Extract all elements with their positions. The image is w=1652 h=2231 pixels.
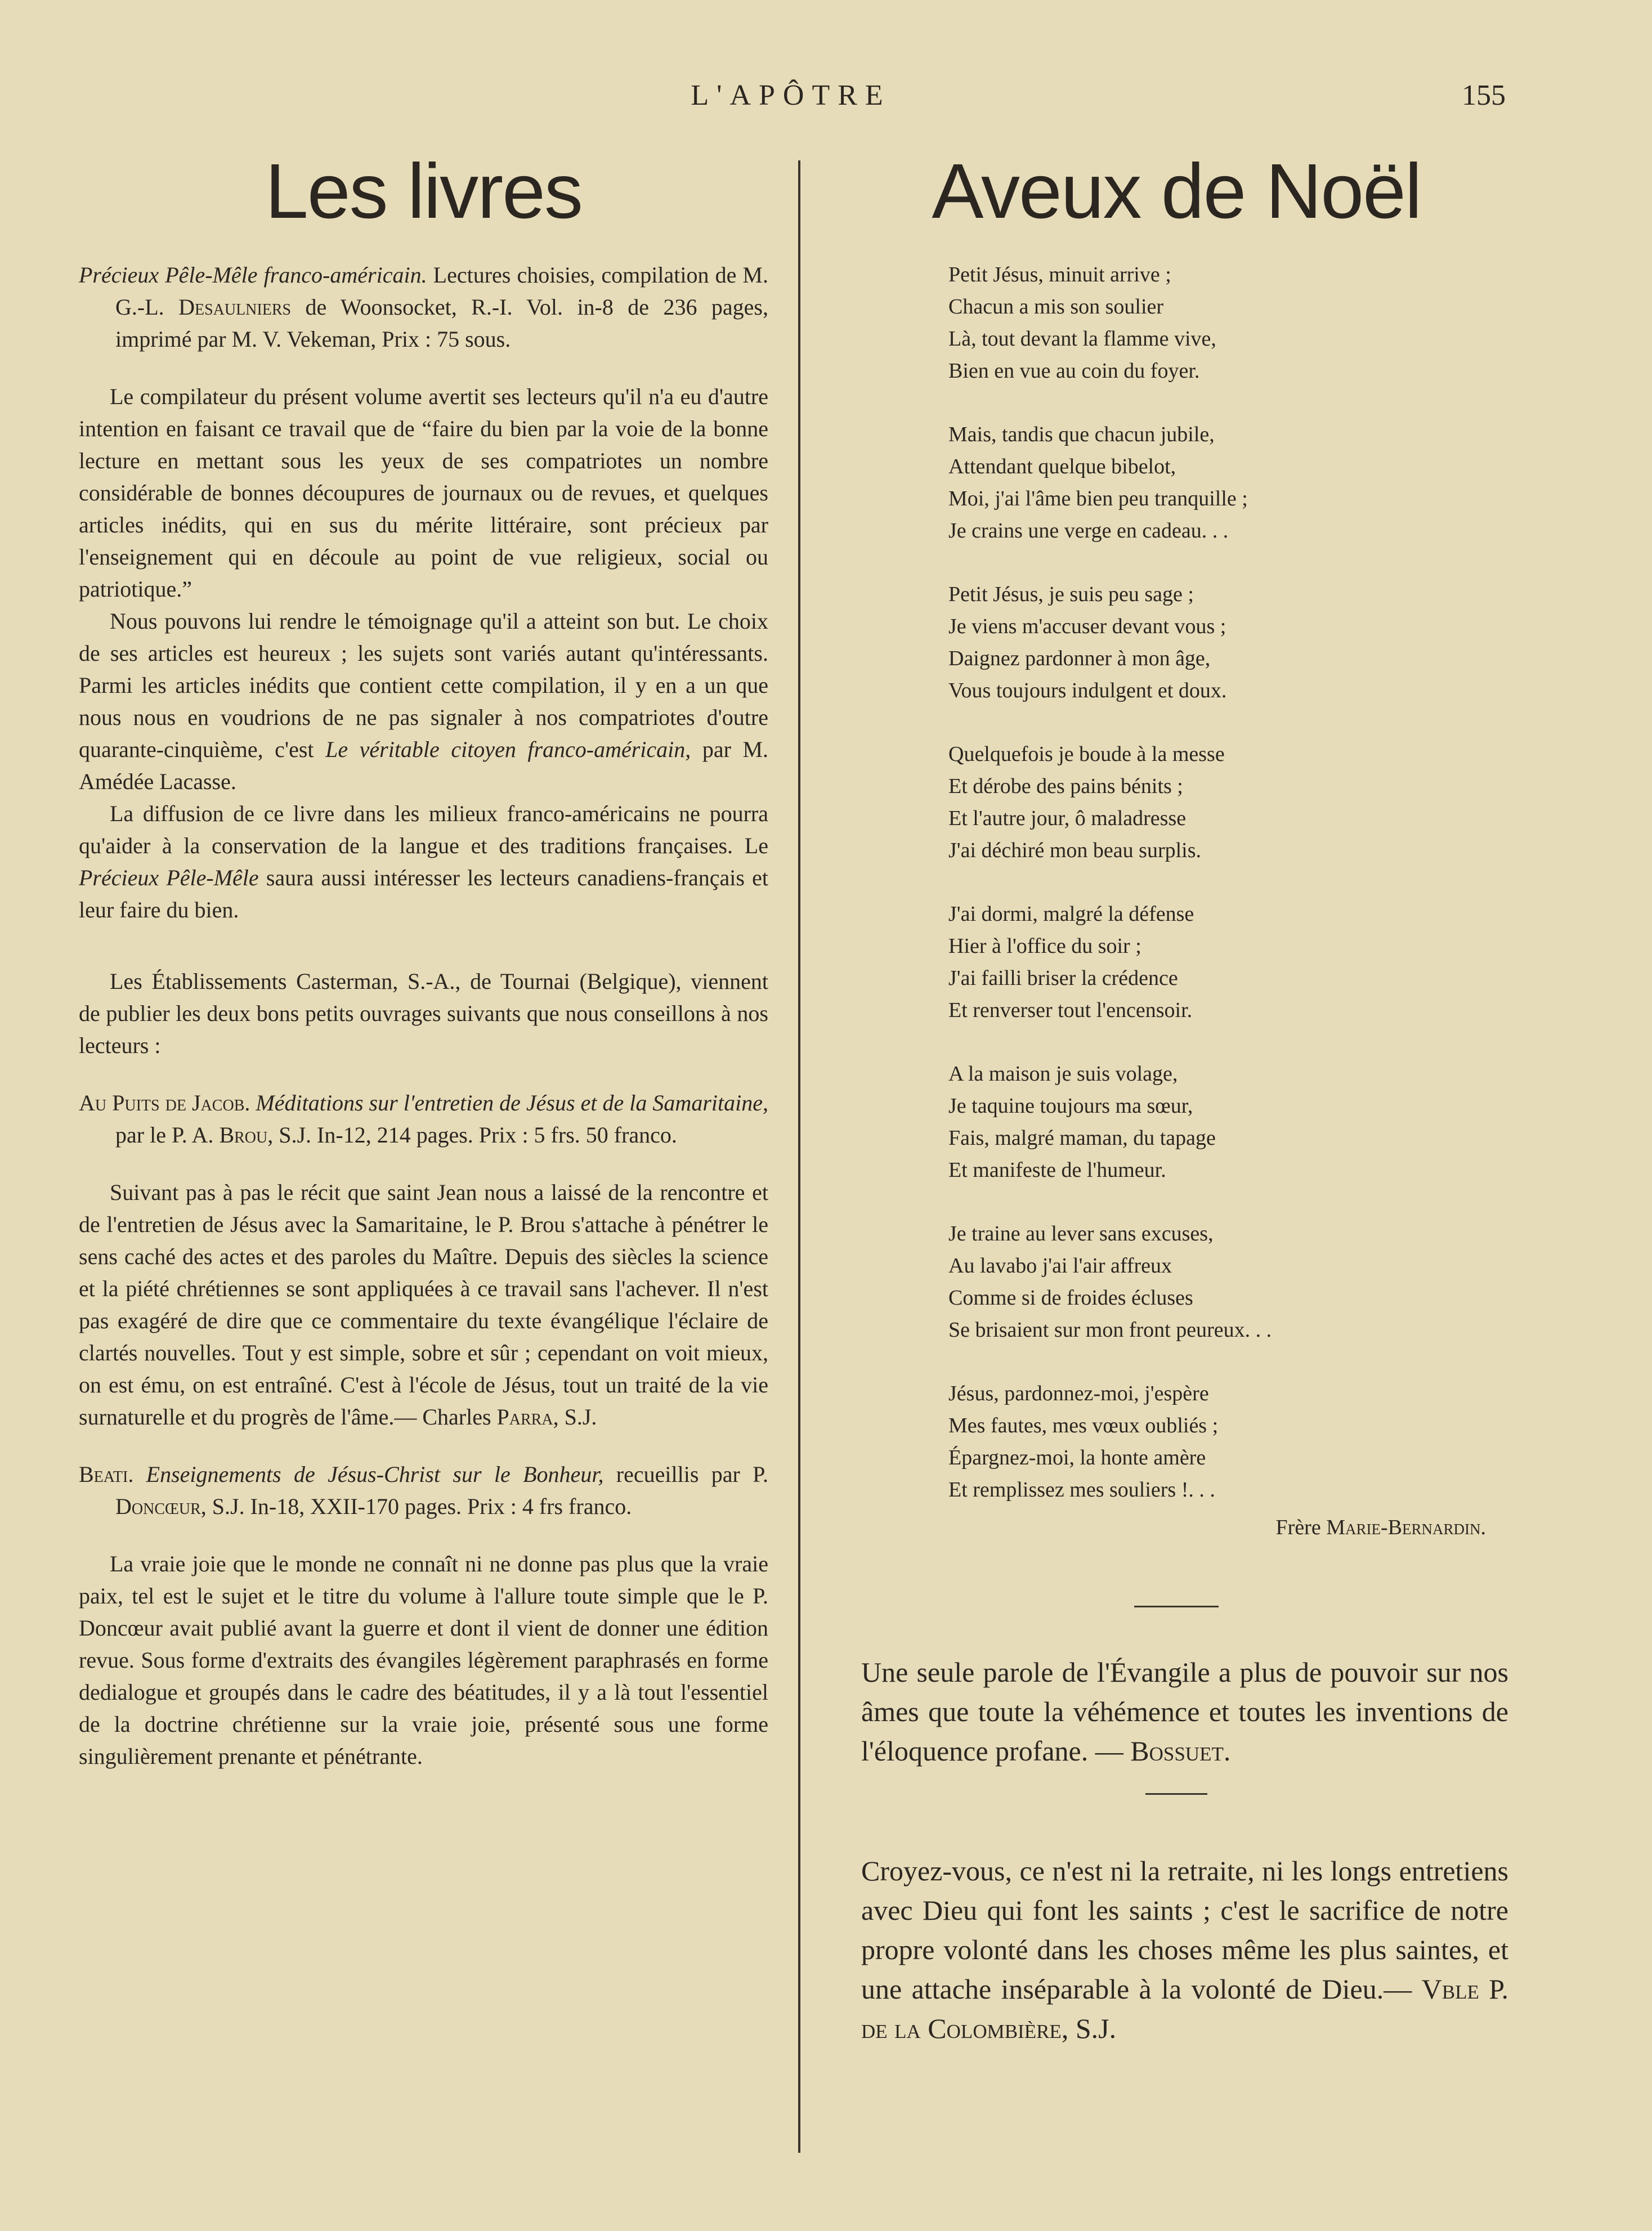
- poem-line: J'ai failli briser la crédence: [948, 966, 1178, 990]
- review-paragraph: La diffusion de ce livre dans les milieux franco-américains ne pourra qu'aider à la conservation de la langue et des traditions françaises. Le Précieux Pêle-Mêle saura aussi intéresser les lecteurs canadiens-français et leur faire du bien.: [79, 801, 768, 922]
- poem-stanza: [948, 259, 1508, 387]
- poem-line: Et manifeste de l'humeur.: [948, 1158, 1166, 1182]
- review-paragraph: Le compilateur du présent volume avertit ses lecteurs qu'il n'a eu d'autre intention en faisant ce travail que de “faire du bien par la voie de la bonne lecture en mettant sous les yeux de ses compatriotes un nombre considérable de bonnes découpures de journaux ou de revues, et quelques articles inédits, qui en sus du mérite littéraire, sont précieux par l'enseignement qui en découle au point de vue religieux, social ou patriotique.”: [79, 384, 768, 602]
- poem-stanza: [948, 738, 1508, 867]
- book-author: Desaulniers: [178, 294, 292, 320]
- poem-line: Je viens m'accuser devant vous ;: [948, 615, 1226, 638]
- book-entry-beati: Beati. Enseignements de Jésus-Christ sur le Bonheur, recueillis par P. Doncœur, S.J. In-18, XXII-170 pages. Prix : 4 frs franco.: [79, 1462, 768, 1519]
- poem-line: Je taquine toujours ma sœur,: [948, 1094, 1193, 1118]
- poem-line: Et remplissez mes souliers !. . .: [948, 1478, 1215, 1502]
- poem-line: Là, tout devant la flamme vive,: [948, 327, 1216, 351]
- poem-title: Aveux de Noël: [932, 148, 1421, 235]
- review-paragraph: Nous pouvons lui rendre le témoignage qu'il a atteint son but. Le choix de ses articles est heureux ; les sujets sont variés autant qu'intéressants. Parmi les articles inédits que contient cette compilation, il y en a un que nous nous en voudrions de ne pas signaler à nos compatriotes d'outre quarante-cinquième, c'est Le véritable citoyen franco-américain, par M. Amédée Lacasse.: [79, 608, 769, 794]
- poem-line: Hier à l'office du soir ;: [948, 934, 1141, 958]
- poem-stanza: [948, 898, 1508, 1027]
- running-title: L'APÔTRE: [691, 79, 891, 111]
- poem-line: J'ai dormi, malgré la défense: [948, 902, 1194, 926]
- quote-bossuet: Une seule parole de l'Évangile a plus de pouvoir sur nos âmes que toute la véhémence et toutes les inventions de l'éloquence profane. — Bossuet.: [861, 1656, 1508, 1767]
- poem-line: Quelquefois je boude à la messe: [948, 742, 1225, 766]
- book-desc: Lectures choisies, compilation de M. G.-L.: [115, 262, 768, 320]
- book-author: Doncœur: [115, 1494, 201, 1519]
- poem-line: Mais, tandis que chacun jubile,: [948, 423, 1215, 446]
- poem-line: Vous toujours indulgent et doux.: [948, 679, 1227, 702]
- poem-line: Mes fautes, mes vœux oubliés ;: [948, 1414, 1219, 1437]
- poem-stanza: [948, 1218, 1508, 1346]
- right-column: [844, 146, 1508, 2048]
- poem-line: Fais, malgré maman, du tapage: [948, 1126, 1216, 1150]
- poem-line: Bien en vue au coin du foyer.: [948, 359, 1200, 383]
- poem-line: Attendant quelque bibelot,: [948, 455, 1176, 478]
- poem-line: Moi, j'ai l'âme bien peu tranquille ;: [948, 487, 1248, 510]
- review-paragraph: Suivant pas à pas le récit que saint Jean nous a laissé de la rencontre et de l'entretien de Jésus avec la Samaritaine, le P. Brou s'attache à pénétrer le sens caché des actes et des paroles du Maître. Depuis des siècles la science et la piété chrétiennes se sont appliquées à ce travail sans l'achever. Il n'est pas exagéré de dire que ce commentaire du texte évangélique l'éclaire de clartés nouvelles. Tout y est simple, sobre et sûr ; cependant on voit mieux, on est ému, on est entraîné. C'est à l'école de Jésus, tout un traité de la vie surnaturelle et du progrès de l'âme.— Charles Parra, S.J.: [79, 1180, 768, 1430]
- poem-line: Petit Jésus, je suis peu sage ;: [948, 583, 1194, 606]
- poem-line: Au lavabo j'ai l'air affreux: [948, 1254, 1172, 1278]
- poem-line: A la maison je suis volage,: [948, 1062, 1178, 1086]
- review-paragraph: La vraie joie que le monde ne connaît ni ne donne pas plus que la vraie paix, tel est le sujet et le titre du volume à l'allure toute simple que le P. Doncœur avait publié avant la guerre et dont il vient de donner une édition revue. Sous forme d'extraits des évangiles légèrement paraphrasés en forme dedialogue et groupés dans le cadre des béatitudes, il y a là tout l'essentiel de la doctrine chrétienne sur la vraie joie, présenté sous une forme singulièrement prenante et pénétrante.: [79, 1551, 768, 1769]
- poem-signature: Frère Marie-Bernardin.: [1275, 1516, 1486, 1539]
- poem-line: Jésus, pardonnez-moi, j'espère: [948, 1382, 1209, 1405]
- publisher-note: Les Établissements Casterman, S.-A., de Tournai (Belgique), viennent de publier les deux bons petits ouvrages suivants que nous conseillons à nos lecteurs :: [79, 969, 768, 1058]
- poem: [844, 259, 1508, 1506]
- poem-line: Je crains une verge en cadeau. . .: [948, 519, 1229, 543]
- poem-stanza: [948, 579, 1508, 707]
- poem-line: J'ai déchiré mon beau surplis.: [948, 839, 1202, 862]
- poem-line: Et dérobe des pains bénits ;: [948, 774, 1183, 798]
- column-divider: [798, 160, 800, 2153]
- section-title-books: Les livres: [265, 148, 582, 235]
- book-author: Brou: [219, 1122, 268, 1148]
- book-title: Au Puits de Jacob.: [79, 1090, 250, 1116]
- quote-colombiere: Croyez-vous, ce n'est ni la retraite, ni les longs entretiens avec Dieu qui font les saints ; c'est le sacrifice de notre propre volonté dans les choses même les plus saintes, et une attache inséparable à la volonté de Dieu.— Vble P. de la Colombière, S.J.: [861, 1855, 1509, 2044]
- poem-line: Daignez pardonner à mon âge,: [948, 647, 1211, 670]
- book-title: Beati.: [79, 1462, 134, 1487]
- poem-line: Je traine au lever sans excuses,: [948, 1222, 1214, 1246]
- poem-line: Épargnez-moi, la honte amère: [948, 1446, 1206, 1470]
- left-column: [79, 146, 768, 1772]
- book-entry-pele-mele: [79, 259, 768, 355]
- book-title: Précieux Pêle-Mêle franco-américain.: [79, 262, 427, 288]
- book-entry-puits-de-jacob: Au Puits de Jacob. Méditations sur l'entretien de Jésus et de la Samaritaine, par le P. A. Brou, S.J. In-12, 214 pages. Prix : 5 frs. 50 franco.: [79, 1090, 768, 1148]
- poem-stanza: [948, 1378, 1508, 1506]
- poem-line: Et renverser tout l'encensoir.: [948, 998, 1193, 1022]
- poem-line: Chacun a mis son soulier: [948, 295, 1164, 319]
- poem-line: Petit Jésus, minuit arrive ;: [948, 263, 1171, 286]
- page-number: 155: [1462, 79, 1506, 111]
- poem-stanza: [948, 419, 1508, 547]
- poem-line: Se brisaient sur mon front peureux. . .: [948, 1318, 1272, 1342]
- poem-stanza: [948, 1058, 1508, 1186]
- poem-line: Comme si de froides écluses: [948, 1286, 1193, 1310]
- book-desc: de Woonsocket, R.-I. Vol. in-8 de 236 pages, imprimé par M. V. Vekeman, Prix : 75 sous.: [115, 294, 768, 352]
- poem-line: Et l'autre jour, ô maladresse: [948, 807, 1187, 830]
